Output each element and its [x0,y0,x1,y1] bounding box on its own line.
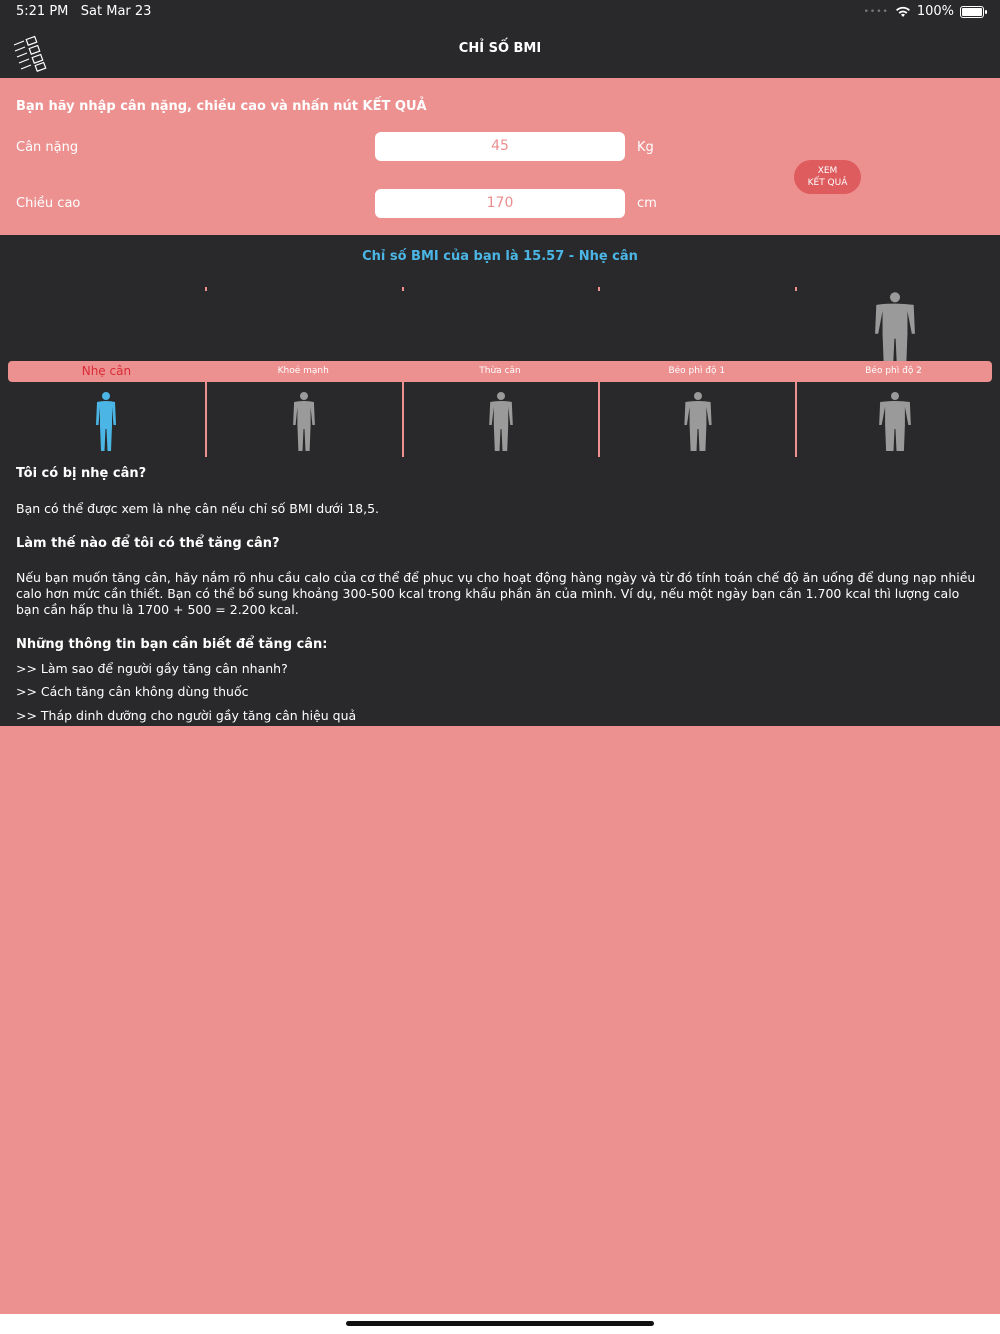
body-figure-icon [481,391,521,453]
article-link-1[interactable]: >> Làm sao để người gầy tăng cân nhanh? [16,661,288,676]
weight-input[interactable]: 45 [375,132,625,161]
view-result-line2: KẾT QUẢ [807,178,848,188]
bmi-result-text: Chỉ số BMI của bạn là 15.57 - Nhẹ cân [362,249,638,264]
instruction-text: Bạn hãy nhập cân nặng, chiều cao và nhấn nút KẾT QUẢ [16,99,427,114]
result-section [0,235,1000,726]
page-title: CHỈ SỐ BMI [458,41,542,56]
body-figure-icon [395,291,1000,369]
height-input[interactable]: 170 [375,189,625,218]
answer-underweight: Bạn có thể được xem là nhẹ cân nếu chỉ số BMI dưới 18,5. [16,501,380,516]
bmi-category-band [8,361,992,382]
question-gain-weight: Làm thế nào để tôi có thể tăng cân? [16,536,280,551]
weight-unit: Kg [637,140,654,155]
signal-dots-icon: •••• [863,6,889,17]
bmi-category-label: Khoẻ mạnh [277,366,329,376]
battery-percent: 100% [916,4,954,19]
body-figure-icon [284,391,324,453]
body-figure-icon [86,391,126,453]
home-indicator [346,1321,654,1326]
status-date-text: Sat Mar 23 [80,4,152,19]
weight-label: Cân nặng [16,140,79,155]
view-result-line1: XEM [817,166,838,176]
wifi-icon [895,6,911,18]
links-title: Những thông tin bạn cần biết để tăng cân: [16,637,328,652]
answer-gain-weight: Nếu bạn muốn tăng cân, hãy nắm rõ nhu cầu calo của cơ thể để phục vụ cho hoạt động hàng ngày và từ đó tính toán chế độ ăn uống để dung nạp nhiều calo hơn mức cần thiết. Bạn có thể bổ sung khoảng 300-500 kcal trong khẩu phần ăn của mình. Ví dụ, nếu một ngày bạn cần 1.700 kcal thì lượng calo bạn cần hấp thu là 1700 + 500 = 2.200 kcal. [16,570,976,617]
bmi-category-label: Thừa cân [479,366,521,376]
view-result-button[interactable] [794,160,861,194]
question-underweight: Tôi có bị nhẹ cân? [16,466,147,481]
battery-icon [960,6,984,18]
article-link-3[interactable]: >> Tháp dinh dưỡng cho người gầy tăng cân hiệu quả [16,708,357,723]
input-panel [0,78,1000,235]
height-unit: cm [637,196,657,211]
bmi-category-label: Nhẹ cân [81,364,132,378]
body-figure-icon [678,391,718,453]
bmi-category-label: Béo phì độ 2 [865,366,922,376]
body-figure-icon [875,391,915,453]
height-label: Chiều cao [16,196,81,211]
article-link-2[interactable]: >> Cách tăng cân không dùng thuốc [16,684,249,699]
status-time [16,4,151,19]
bmi-category-label: Béo phì độ 1 [668,366,726,376]
status-indicators [864,4,984,19]
top-bar [0,0,1000,78]
status-time-text: 5:21 PM [16,4,69,19]
